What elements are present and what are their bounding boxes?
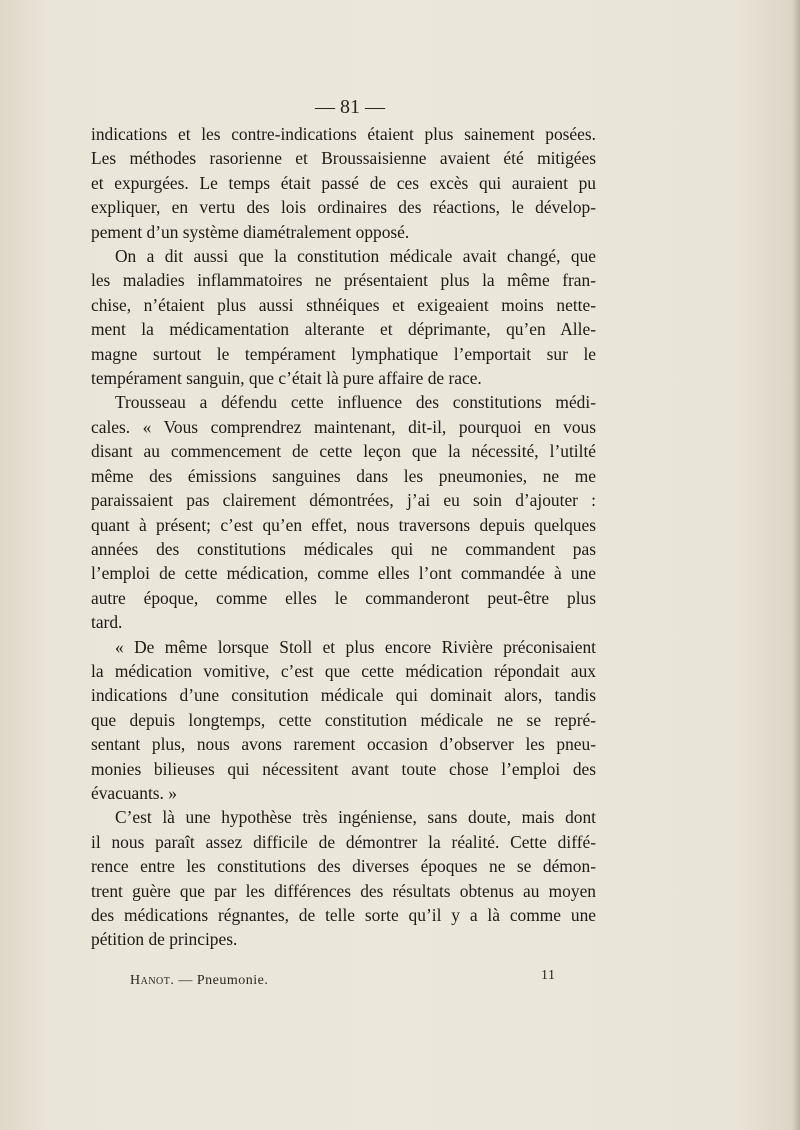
text-line: C’est là une hypothèse très ingéniense, sans doute, mais dont (115, 807, 596, 828)
text-line: tard. (91, 612, 123, 633)
text-line: la médication vomitive, c’est que cette médication répondait aux (91, 660, 596, 681)
text-line: On a dit aussi que la constitution médicale avait changé, que (115, 246, 596, 267)
text-line: paraissaient pas clairement démontrées, j’ai eu soin d’ajouter : (91, 490, 596, 511)
text-line: sentant plus, nous avons rarement occasion d’observer les pneu- (91, 734, 596, 755)
text-line: les maladies inflammatoires ne présentaient plus la même fran- (91, 270, 596, 291)
paragraph-2 (91, 244, 596, 390)
text-line: et expurgées. Le temps était passé de ces excès qui auraient pu (91, 172, 596, 193)
text-line: tempérament sanguin, que c’était là pure affaire de race. (91, 368, 482, 389)
text-line: cales. « Vous comprendrez maintenant, dit-il, pourquoi en vous (91, 416, 596, 437)
page-number: — 81 — (315, 96, 385, 118)
text-line: trent guère que par les différences des résultats obtenus au moyen (91, 880, 596, 901)
text-line: que depuis longtemps, cette constitution médicale ne se repré- (91, 709, 596, 730)
text-line: des médications régnantes, de telle sorte qu’il y a là comme une (91, 905, 596, 925)
text-line: évacuants. » (91, 782, 177, 803)
text-line: ment la médicamentation alterante et déprimante, qu’en Alle- (91, 319, 596, 340)
text-line: Les méthodes rasorienne et Broussaisienne avaient été mitigées (91, 148, 596, 169)
text-line: disant au commencement de cette leçon que la nécessité, l’utilté (91, 441, 596, 462)
body-text (91, 122, 596, 952)
footer-title: Pneumonie. (196, 973, 269, 988)
page-edge-shadow (792, 0, 800, 1130)
text-line: magne surtout le tempérament lymphatique l’emportait sur le (91, 343, 596, 364)
text-line: monies bilieuses qui nécessitent avant toute chose l’emploi des (91, 758, 596, 779)
text-line: indications d’une consitution médicale qui dominait alors, tandis (91, 685, 596, 706)
text-line: même des émissions sanguines dans les pneumonies, ne me (91, 465, 596, 486)
text-line: « De même lorsque Stoll et plus encore Rivière préconisaient (115, 636, 596, 657)
paragraph-5 (91, 805, 596, 951)
footer-author: Hanot. (130, 973, 175, 988)
text-line: chise, n’étaient plus aussi sthnéiques et exigeaient moins nette- (91, 294, 596, 315)
text-line: années des constitutions médicales qui ne commandent pas (91, 538, 596, 559)
text-line: pétition de principes. (91, 929, 238, 950)
text-line: quant à présent; c’est qu’en effet, nous traversons depuis quelques (91, 514, 596, 535)
page-footer (130, 968, 556, 989)
text-line: il nous paraît assez difficile de démontrer la réalité. Cette diffé- (91, 831, 596, 852)
text-line: Trousseau a défendu cette influence des constitutions médi- (115, 392, 596, 413)
paragraph-4 (91, 635, 596, 806)
signature-mark: 11 (541, 968, 556, 983)
text-line: expliquer, en vertu des lois ordinaires des réactions, le dévelop- (91, 197, 596, 218)
text-line: l’emploi de cette médication, comme elles l’ont commandée à une (91, 563, 596, 584)
paragraph-1 (91, 122, 596, 244)
text-line: autre époque, comme elles le commanderont peut-être plus (91, 587, 596, 608)
footer-separator: — (178, 973, 193, 988)
text-line: rence entre les constitutions des diverses époques ne se démon- (91, 856, 596, 877)
text-line: pement d’un système diamétralement opposé. (91, 221, 410, 242)
paragraph-3 (91, 390, 596, 634)
text-line: indications et les contre-indications étaient plus sainement posées. (91, 124, 596, 144)
